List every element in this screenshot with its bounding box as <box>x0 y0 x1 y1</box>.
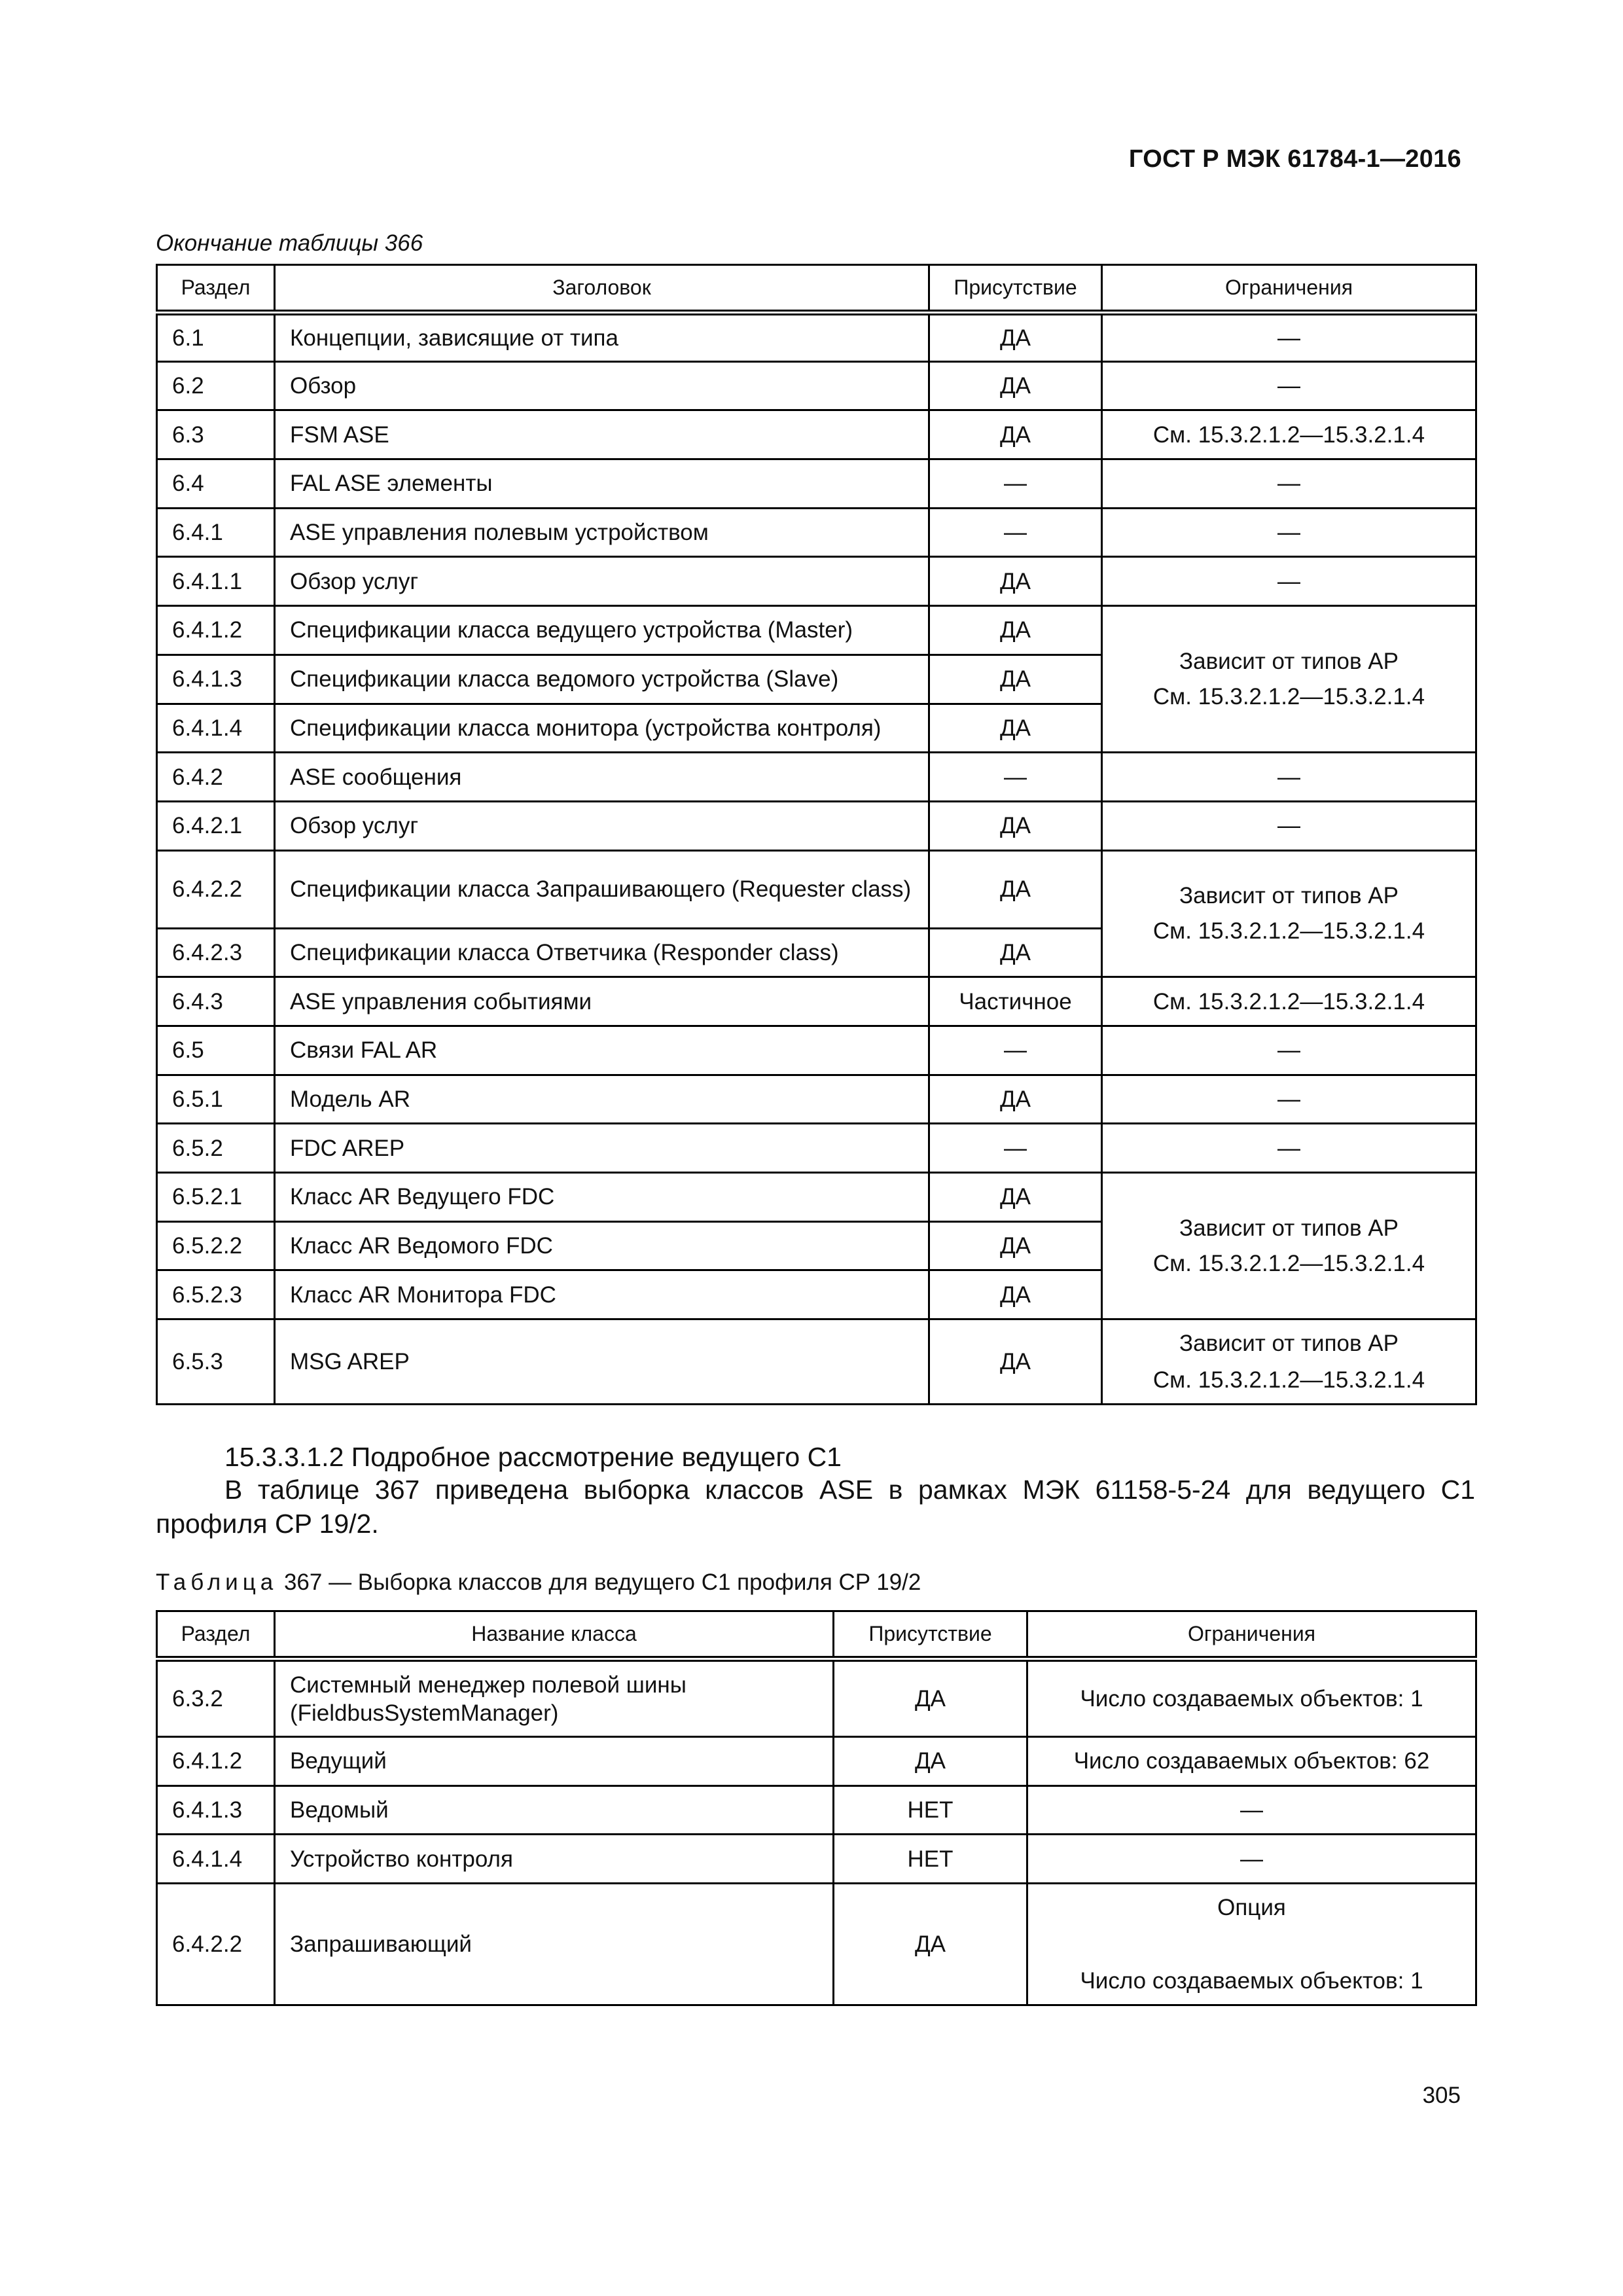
cell-title: Класс AR Монитора FDC <box>275 1270 929 1319</box>
cell-limits: — <box>1102 1124 1476 1173</box>
cell-section: 6.2 <box>157 361 275 410</box>
table-row <box>157 410 1476 459</box>
cell-section: 6.3.2 <box>157 1659 275 1737</box>
cell-presence: НЕТ <box>834 1785 1027 1835</box>
cell-presence: ДА <box>929 850 1102 928</box>
cell-presence: ДА <box>929 655 1102 704</box>
table-row <box>157 1737 1476 1786</box>
cell-title: Спецификации класса монитора (устройства контроля) <box>275 704 929 753</box>
table-row <box>157 1026 1476 1075</box>
table-row <box>157 1173 1476 1222</box>
column-header: Раздел <box>157 265 275 313</box>
column-header: Раздел <box>157 1611 275 1659</box>
cell-section: 6.5.3 <box>157 1319 275 1405</box>
cell-title: ASE сообщения <box>275 753 929 802</box>
cell-title: Обзор услуг <box>275 801 929 850</box>
cell-limits: — <box>1102 801 1476 850</box>
cell-title: FDC AREP <box>275 1124 929 1173</box>
limits-line: Опция <box>1217 1894 1286 1920</box>
cell-title: FSM ASE <box>275 410 929 459</box>
cell-presence: ДА <box>929 313 1102 362</box>
cell-presence: ДА <box>929 1075 1102 1124</box>
cell-presence: ДА <box>834 1659 1027 1737</box>
cell-title: Устройство контроля <box>275 1835 834 1884</box>
cell-presence: — <box>929 459 1102 509</box>
cell-section: 6.5.2.2 <box>157 1221 275 1270</box>
table-row <box>157 1884 1476 2005</box>
table-row <box>157 557 1476 606</box>
limits-line: См. 15.3.2.1.2—15.3.2.1.4 <box>1152 683 1425 709</box>
cell-limits: — <box>1102 508 1476 557</box>
cell-presence: — <box>929 1124 1102 1173</box>
cell-title: ASE управления событиями <box>275 977 929 1026</box>
cell-title: MSG AREP <box>275 1319 929 1405</box>
cell-section: 6.4.1.4 <box>157 1835 275 1884</box>
table-row <box>157 1075 1476 1124</box>
cell-title: Системный менеджер полевой шины (FieldbusSystemManager) <box>275 1659 834 1737</box>
cell-presence: ДА <box>929 928 1102 977</box>
table-header-row <box>157 1611 1476 1659</box>
cell-limits: — <box>1102 361 1476 410</box>
limits-line: Зависит от типов AP <box>1179 648 1399 674</box>
cell-presence: Частичное <box>929 977 1102 1026</box>
cell-presence: ДА <box>929 1221 1102 1270</box>
table-row <box>157 850 1476 928</box>
cell-section: 6.4.2 <box>157 753 275 802</box>
cell-title: Класс AR Ведомого FDC <box>275 1221 929 1270</box>
cell-section: 6.3 <box>157 410 275 459</box>
cell-limits-group <box>1102 1173 1476 1319</box>
cell-title: Обзор услуг <box>275 557 929 606</box>
cell-presence: ДА <box>929 704 1102 753</box>
cell-limits: См. 15.3.2.1.2—15.3.2.1.4 <box>1102 977 1476 1026</box>
table-366-caption: Окончание таблицы 366 <box>156 230 423 256</box>
table-row <box>157 1319 1476 1405</box>
column-header: Присутствие <box>929 265 1102 313</box>
cell-limits: См. 15.3.2.1.2—15.3.2.1.4 <box>1102 410 1476 459</box>
cell-presence: ДА <box>929 410 1102 459</box>
cell-limits: Число создаваемых объектов: 62 <box>1027 1737 1476 1786</box>
cell-title: Спецификации класса Запрашивающего (Requester class) <box>275 850 929 928</box>
cell-presence: ДА <box>929 1270 1102 1319</box>
cell-section: 6.4.2.3 <box>157 928 275 977</box>
cell-section: 6.4 <box>157 459 275 509</box>
table-row <box>157 606 1476 655</box>
limits-line: См. 15.3.2.1.2—15.3.2.1.4 <box>1152 918 1425 944</box>
cell-section: 6.4.2.1 <box>157 801 275 850</box>
cell-limits <box>1027 1884 1476 2005</box>
cell-limits <box>1102 1319 1476 1405</box>
table-row <box>157 459 1476 509</box>
cell-section: 6.4.1.2 <box>157 606 275 655</box>
cell-section: 6.4.1.1 <box>157 557 275 606</box>
table-row <box>157 1785 1476 1835</box>
cell-title: Ведущий <box>275 1737 834 1786</box>
cell-section: 6.4.3 <box>157 977 275 1026</box>
cell-title: Спецификации класса Ответчика (Responder class) <box>275 928 929 977</box>
cell-section: 6.4.2.2 <box>157 1884 275 2005</box>
table-366 <box>156 264 1477 1405</box>
cell-limits: Число создаваемых объектов: 1 <box>1027 1659 1476 1737</box>
cell-section: 6.5.1 <box>157 1075 275 1124</box>
cell-title: Спецификации класса ведомого устройства (Slave) <box>275 655 929 704</box>
cell-presence: ДА <box>929 1173 1102 1222</box>
cell-presence: ДА <box>929 557 1102 606</box>
column-header: Ограничения <box>1027 1611 1476 1659</box>
cell-title: ASE управления полевым устройством <box>275 508 929 557</box>
cell-title: FAL ASE элементы <box>275 459 929 509</box>
cell-presence: ДА <box>929 606 1102 655</box>
table-row <box>157 508 1476 557</box>
column-header: Ограничения <box>1102 265 1476 313</box>
table-367 <box>156 1610 1477 2006</box>
cell-presence: — <box>929 753 1102 802</box>
cell-limits: — <box>1102 1026 1476 1075</box>
table-row <box>157 801 1476 850</box>
cell-section: 6.4.1.2 <box>157 1737 275 1786</box>
table-row <box>157 1124 1476 1173</box>
cell-section: 6.4.1.3 <box>157 1785 275 1835</box>
cell-title: Ведомый <box>275 1785 834 1835</box>
document-header: ГОСТ Р МЭК 61784-1—2016 <box>1128 145 1461 173</box>
table-row <box>157 361 1476 410</box>
caption-text: 367 — Выборка классов для ведущего С1 профиля CP 19/2 <box>277 1570 921 1595</box>
limits-line: Число создаваемых объектов: 1 <box>1080 1967 1423 1994</box>
cell-limits-group <box>1102 606 1476 753</box>
table-row <box>157 313 1476 362</box>
cell-section: 6.1 <box>157 313 275 362</box>
cell-title: Обзор <box>275 361 929 410</box>
table-row <box>157 1835 1476 1884</box>
cell-limits-group <box>1102 850 1476 977</box>
limits-line: Зависит от типов AP <box>1179 1330 1399 1356</box>
cell-limits: — <box>1102 753 1476 802</box>
table-367-caption <box>156 1570 921 1596</box>
table-row <box>157 753 1476 802</box>
cell-section: 6.5.2.3 <box>157 1270 275 1319</box>
cell-title: Связи FAL AR <box>275 1026 929 1075</box>
cell-section: 6.5.2.1 <box>157 1173 275 1222</box>
cell-title: Запрашивающий <box>275 1884 834 2005</box>
cell-limits: — <box>1102 1075 1476 1124</box>
table-header-row <box>157 265 1476 313</box>
section-heading: 15.3.3.1.2 Подробное рассмотрение ведущего С1 <box>224 1442 842 1472</box>
cell-title: Модель AR <box>275 1075 929 1124</box>
cell-presence: ДА <box>834 1884 1027 2005</box>
section-paragraph: В таблице 367 приведена выборка классов ASE в рамках МЭК 61158-5-24 для ведущего С1 профиля CP 19/2. <box>156 1475 1475 1539</box>
cell-presence: ДА <box>929 361 1102 410</box>
cell-title: Спецификации класса ведущего устройства (Master) <box>275 606 929 655</box>
limits-line: См. 15.3.2.1.2—15.3.2.1.4 <box>1152 1250 1425 1276</box>
cell-limits: — <box>1102 557 1476 606</box>
page-number: 305 <box>1422 2083 1461 2108</box>
cell-section: 6.4.2.2 <box>157 850 275 928</box>
cell-limits: — <box>1102 459 1476 509</box>
caption-label: Таблица <box>156 1570 278 1595</box>
column-header: Присутствие <box>834 1611 1027 1659</box>
cell-limits: — <box>1027 1785 1476 1835</box>
cell-section: 6.4.1.3 <box>157 655 275 704</box>
cell-presence: ДА <box>929 801 1102 850</box>
limits-line: Зависит от типов AP <box>1179 1215 1399 1241</box>
column-header: Заголовок <box>275 265 929 313</box>
cell-section: 6.4.1 <box>157 508 275 557</box>
cell-section: 6.4.1.4 <box>157 704 275 753</box>
cell-limits: — <box>1027 1835 1476 1884</box>
cell-presence: — <box>929 1026 1102 1075</box>
cell-section: 6.5.2 <box>157 1124 275 1173</box>
limits-line: См. 15.3.2.1.2—15.3.2.1.4 <box>1152 1367 1425 1393</box>
cell-title: Концепции, зависящие от типа <box>275 313 929 362</box>
cell-title: Класс AR Ведущего FDC <box>275 1173 929 1222</box>
cell-section: 6.5 <box>157 1026 275 1075</box>
cell-limits: — <box>1102 313 1476 362</box>
cell-presence: ДА <box>834 1737 1027 1786</box>
table-row <box>157 1659 1476 1737</box>
table-row <box>157 977 1476 1026</box>
cell-presence: ДА <box>929 1319 1102 1405</box>
limits-line: Зависит от типов AP <box>1179 882 1399 908</box>
cell-presence: НЕТ <box>834 1835 1027 1884</box>
column-header: Название класса <box>275 1611 834 1659</box>
cell-presence: — <box>929 508 1102 557</box>
